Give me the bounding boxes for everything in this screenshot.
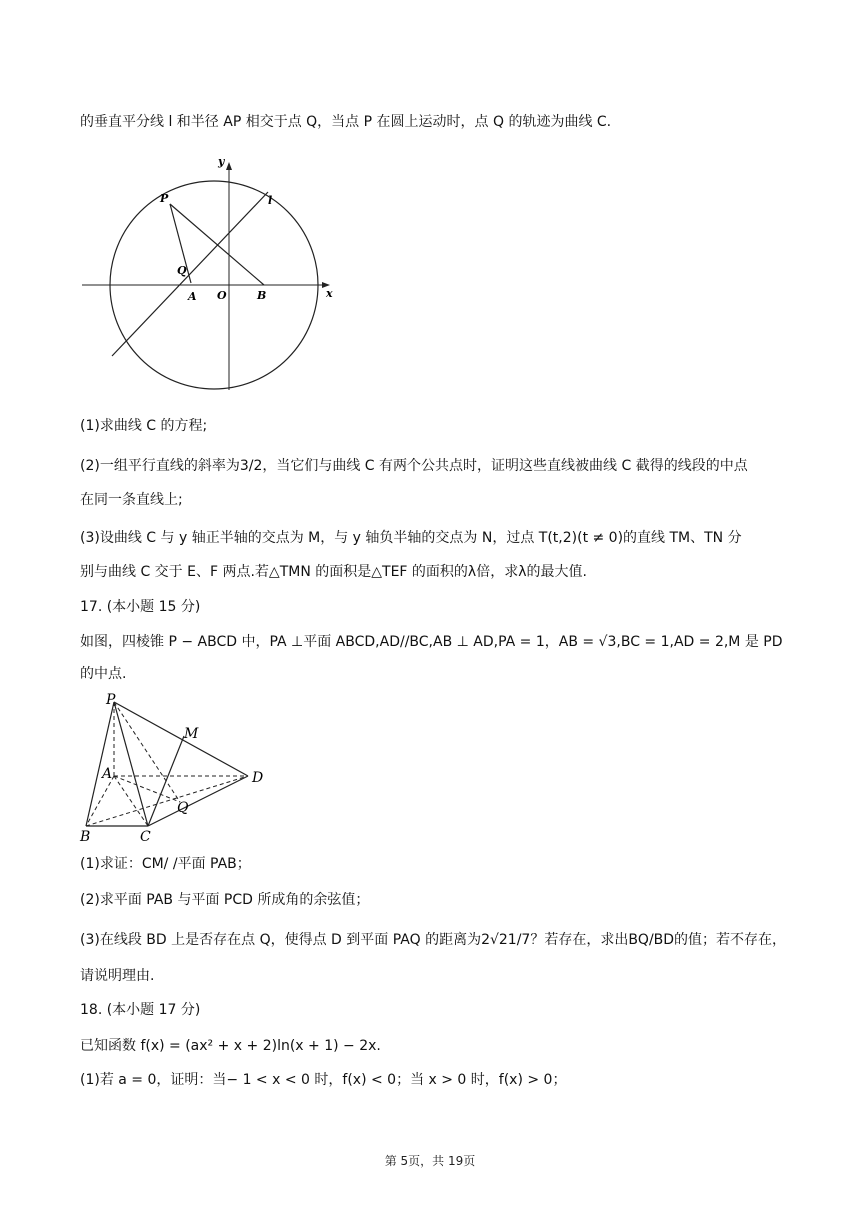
label-p: P — [160, 192, 169, 205]
p17-question-2: (2)求平面 PAB 与平面 PCD 所成角的余弦值； — [80, 892, 370, 908]
p16-question-1: (1)求曲线 C 的方程; — [80, 418, 208, 434]
label-b: B — [257, 289, 267, 302]
figure-pyramid-diagram — [76, 690, 276, 845]
label-y: y — [218, 155, 225, 168]
label-P: P — [106, 692, 116, 708]
p18-stem: 已知函数 f(x) = (ax² + x + 2)ln(x + 1) − 2x. — [80, 1038, 381, 1054]
label-M: M — [184, 726, 199, 742]
p17-question-3-line1: (3)在线段 BD 上是否存在点 Q，使得点 D 到平面 PAQ 的距离为2√21/7？若存在，求出BQ/BD的值；若不存在， — [80, 932, 787, 948]
label-Q: Q — [177, 800, 189, 816]
label-A: A — [102, 766, 113, 782]
p16-question-3-line2: 别与曲线 C 交于 E、F 两点.若△TMN 的面积是△TEF 的面积的λ倍，求λ的最大值. — [80, 564, 587, 580]
p16-question-2-line1: (2)一组平行直线的斜率为3/2，当它们与曲线 C 有两个公共点时，证明这些直线被曲线 C 截得的线段的中点 — [80, 458, 748, 474]
label-D: D — [252, 770, 264, 786]
p17-stem-line1: 如图，四棱锥 P − ABCD 中，PA ⊥平面 ABCD,AD//BC,AB ⊥ AD,PA = 1，AB = √3,BC = 1,AD = 2,M 是 PD — [80, 634, 783, 650]
p16-question-2-line2: 在同一条直线上; — [80, 492, 183, 508]
label-o: O — [217, 289, 227, 302]
label-l: l — [268, 194, 273, 207]
p17-header: 17. (本小题 15 分) — [80, 599, 201, 615]
figure-circle-diagram — [78, 152, 348, 392]
label-a: A — [188, 290, 197, 303]
page-footer: 第 5页，共 19页 — [384, 1154, 476, 1168]
p18-header: 18. (本小题 17 分) — [80, 1002, 201, 1018]
p17-question-3-line2: 请说明理由. — [80, 968, 155, 984]
p18-question-1: (1)若 a = 0，证明：当− 1 < x < 0 时，f(x) < 0；当 x > 0 时，f(x) > 0； — [80, 1072, 567, 1088]
label-C: C — [140, 829, 151, 845]
label-B: B — [80, 829, 91, 845]
label-x: x — [326, 287, 333, 300]
p17-question-1: (1)求证：CM/ /平面 PAB； — [80, 856, 251, 872]
continuation-text: 的垂直平分线 l 和半径 AP 相交于点 Q，当点 P 在圆上运动时，点 Q 的轨迹为曲线 C. — [80, 114, 612, 130]
p17-stem-line2: 的中点. — [80, 666, 127, 682]
p16-question-3-line1: (3)设曲线 C 与 y 轴正半轴的交点为 M，与 y 轴负半轴的交点为 N，过点 T(t,2)(t ≠ 0)的直线 TM、TN 分 — [80, 530, 742, 546]
label-q: Q — [177, 264, 187, 277]
